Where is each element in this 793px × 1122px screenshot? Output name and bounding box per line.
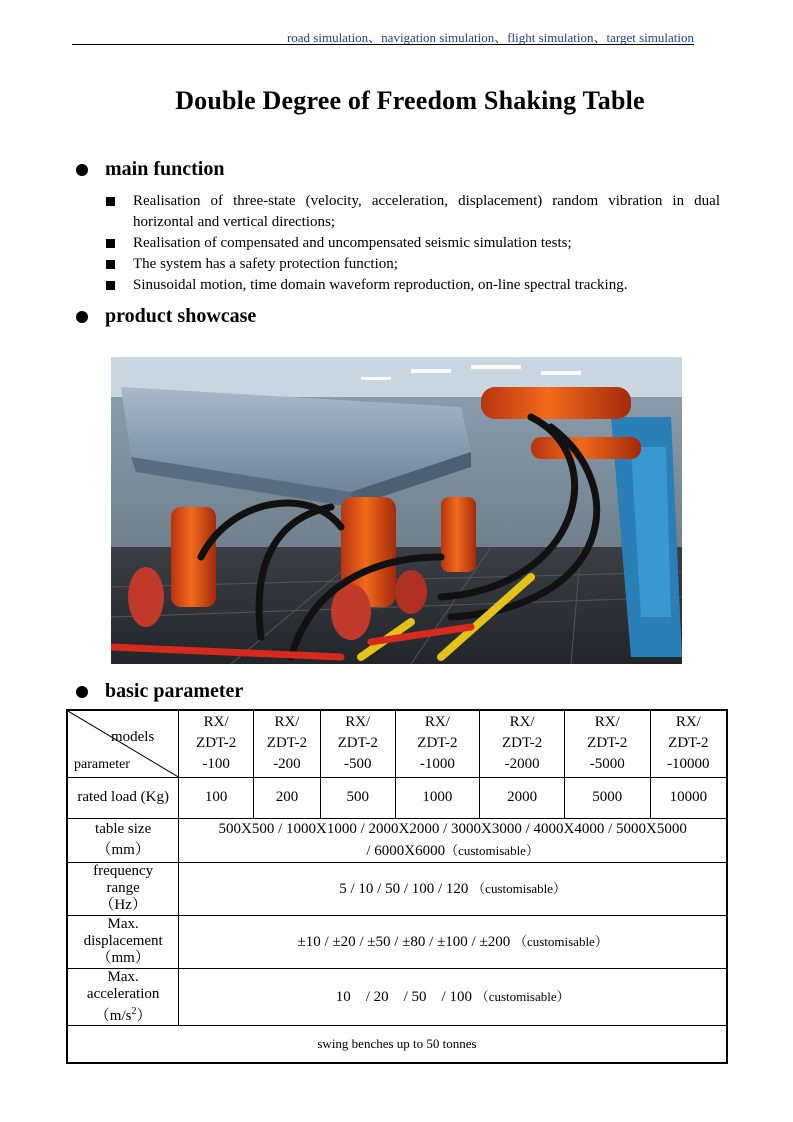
- square-bullet-icon: [106, 197, 115, 206]
- corner-parameter-label: parameter: [74, 756, 130, 772]
- square-bullet-icon: [106, 281, 115, 290]
- model-header: RX/ ZDT-2 -200: [254, 710, 321, 777]
- model-header: RX/ ZDT-2 -2000: [480, 710, 565, 777]
- corner-models-label: models: [110, 729, 155, 745]
- list-item: [104, 275, 720, 296]
- table-cell: 5 / 10 / 50 / 100 / 120 （customisable）: [179, 862, 727, 915]
- list-item-text: Sinusoidal motion, time domain waveform reproduction, on-line spectral tracking.: [133, 276, 628, 293]
- bullet-dot-icon: [76, 311, 88, 323]
- table-cell: ±10 / ±20 / ±50 / ±80 / ±100 / ±200 （customisable）: [179, 915, 727, 968]
- table-footer-cell: swing benches up to 50 tonnes: [67, 1025, 727, 1063]
- table-row: [67, 710, 727, 777]
- table-row: [67, 915, 727, 968]
- list-item: [104, 191, 720, 232]
- header-rule: [72, 44, 694, 45]
- square-bullet-icon: [106, 260, 115, 269]
- table-row: [67, 1025, 727, 1063]
- table-row: [67, 777, 727, 818]
- list-item: [104, 254, 720, 275]
- table-cell: 200: [254, 777, 321, 818]
- list-item: [104, 233, 720, 254]
- list-item-text: The system has a safety protection function;: [133, 255, 398, 272]
- model-header: RX/ ZDT-2 -10000: [650, 710, 727, 777]
- table-corner-cell: [67, 710, 179, 777]
- square-bullet-icon: [106, 239, 115, 248]
- row-label: rated load (Kg): [67, 777, 179, 818]
- section-heading: basic parameter: [105, 680, 244, 702]
- model-header: RX/ ZDT-2 -500: [320, 710, 395, 777]
- page-title: Double Degree of Freedom Shaking Table: [175, 86, 645, 115]
- row-label: table size （mm）: [67, 818, 179, 862]
- function-list: [104, 191, 720, 296]
- table-cell: 5000: [564, 777, 650, 818]
- table-cell: 500: [320, 777, 395, 818]
- row-label: frequency range （Hz）: [67, 862, 179, 915]
- table-cell: 10000: [650, 777, 727, 818]
- section-heading: main function: [105, 158, 225, 180]
- section-product-showcase: [76, 305, 256, 328]
- model-header: RX/ ZDT-2 -100: [179, 710, 254, 777]
- table-row: [67, 968, 727, 1025]
- table-cell: 10 / 20 / 50 / 100 （customisable）: [179, 968, 727, 1025]
- table-row: [67, 862, 727, 915]
- running-header: road simulation、navigation simulation、flight simulation、target simulation: [286, 30, 694, 45]
- section-main-function: [76, 158, 224, 181]
- table-row: [67, 818, 727, 862]
- table-cell: 100: [179, 777, 254, 818]
- table-cell: 2000: [480, 777, 565, 818]
- table-cell: 500X500 / 1000X1000 / 2000X2000 / 3000X3000 / 4000X4000 / 5000X5000 / 6000X6000（customisable）: [179, 818, 727, 862]
- bullet-dot-icon: [76, 686, 88, 698]
- model-header: RX/ ZDT-2 -1000: [395, 710, 480, 777]
- list-item-text: Realisation of three-state (velocity, acceleration, displacement) random vibration in dual horizontal and vertical directions;: [133, 193, 720, 230]
- row-label: Max. acceleration $(m/s^2)$: [67, 968, 179, 1025]
- table-cell: 1000: [395, 777, 480, 818]
- section-heading: product showcase: [105, 305, 257, 327]
- section-basic-parameter: [76, 680, 243, 703]
- list-item-text: Realisation of compensated and uncompensated seismic simulation tests;: [133, 234, 572, 251]
- bullet-dot-icon: [76, 164, 88, 176]
- model-header: RX/ ZDT-2 -5000: [564, 710, 650, 777]
- row-label: Max. displacement （mm）: [67, 915, 179, 968]
- product-photo: [111, 357, 682, 664]
- parameter-table: [66, 709, 728, 1064]
